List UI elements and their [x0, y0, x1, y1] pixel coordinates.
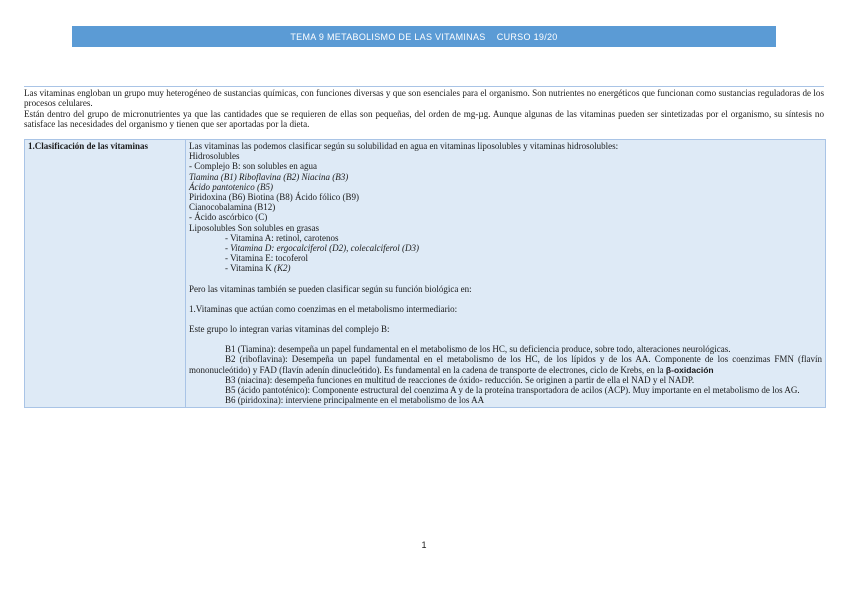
- vitamin-b6-paragraph: B6 (piridoxina): interviene principalmente en el metabolismo de los AA: [225, 395, 485, 406]
- text-span: B2 (riboflavina): Desempeña un papel fundamental en el metabolismo de los HC, de los lípidos y de los AA. Componente de los coenzimas FMN (flavín mononucleótido) y FAD (flavín adenín dinucleótido). Es fundamental en la cadena de transporte de electrones, ciclo de Krebs, en la: [189, 354, 822, 375]
- spacer: [189, 274, 822, 284]
- text-line: Hidrosolubles: [189, 151, 240, 162]
- text-line: - Vitamina D: ergocalciferol (D2), colecalciferol (D3): [225, 243, 420, 254]
- text-line: Piridoxina (B6) Biotina (B8) Ácido fólico (B9): [189, 192, 359, 203]
- spacer: [189, 294, 822, 304]
- text-line: Las vitaminas las podemos clasificar según su solubilidad en agua en vitaminas liposolubles y vitaminas hidrosolubles:: [189, 141, 619, 151]
- text-line: 1.Vitaminas que actúan como coenzimas en el metabolismo intermediario:: [189, 303, 458, 314]
- intro-paragraph-1: Las vitaminas engloban un grupo muy heterogéneo de sustancias químicas, con funciones diversas y que son esenciales para el organismo. Son nutrientes no energéticos que funcionan como sustancias reguladoras de los procesos celulares.: [24, 88, 824, 109]
- text-line: - Vitamina E: tocoferol: [225, 253, 309, 264]
- document-header: [72, 26, 776, 47]
- intro-block: [24, 86, 824, 130]
- text-span: - Vitamina K: [225, 263, 275, 274]
- spacer: [189, 314, 822, 324]
- text-line: Ácido pantotenico (B5): [189, 181, 273, 192]
- text-line: - Complejo B: son solubles en agua: [189, 161, 317, 172]
- text-line: - Ácido ascórbico (C): [189, 212, 268, 223]
- header-title: TEMA 9 METABOLISMO DE LAS VITAMINAS CURSO 19/20: [290, 31, 558, 42]
- section-heading: 1.Clasificación de las vitaminas: [25, 140, 186, 408]
- text-line: Cianocobalamina (B12): [189, 202, 276, 213]
- table-row: [25, 140, 826, 408]
- vitamin-b5-paragraph: B5 (ácido pantoténico): Componente estructural del coenzima A y de la proteína transportadora de acilos (ACP). Muy importante en el metabolismo de los AG.: [225, 385, 800, 396]
- text-line: Pero las vitaminas también se pueden clasificar según su función biológica en:: [189, 283, 472, 294]
- vitamin-b2-paragraph: [189, 354, 822, 374]
- vitamin-b1-paragraph: B1 (Tiamina): desempeña un papel fundamental en el metabolismo de los HC, su deficiencia produce, sobre todo, alteraciones neurológicas.: [225, 344, 731, 355]
- page-number: 1: [421, 540, 427, 550]
- vitamin-b3-paragraph: B3 (niacina): desempeña funciones en multitud de reacciones de óxido- reducción. Se originen a partir de ella el NAD y el NADP.: [225, 374, 695, 385]
- classification-table: [24, 139, 826, 408]
- text-line: [189, 263, 822, 273]
- text-line: Tiamina (B1) Riboflavina (B2) Niacina (B3): [189, 171, 349, 182]
- section-content: [186, 140, 826, 408]
- text-span: β-oxidación: [665, 364, 714, 375]
- text-span: (K2): [274, 263, 291, 274]
- spacer: [189, 334, 822, 344]
- intro-paragraph-2: Están dentro del grupo de micronutrientes ya que las cantidades que se requieren de ellas son pequeñas, del orden de mg-µg. Aunque algunas de las vitaminas pueden ser sintetizadas por el organismo, su síntesis no satisface las necesidades del organismo y tienen que ser aportadas por la dieta.: [24, 108, 824, 130]
- text-line: Liposolubles Son solubles en grasas: [189, 222, 319, 233]
- text-line: Este grupo lo integran varias vitaminas del complejo B:: [189, 324, 390, 335]
- text-line: - Vitamina A: retinol, carotenos: [225, 232, 339, 243]
